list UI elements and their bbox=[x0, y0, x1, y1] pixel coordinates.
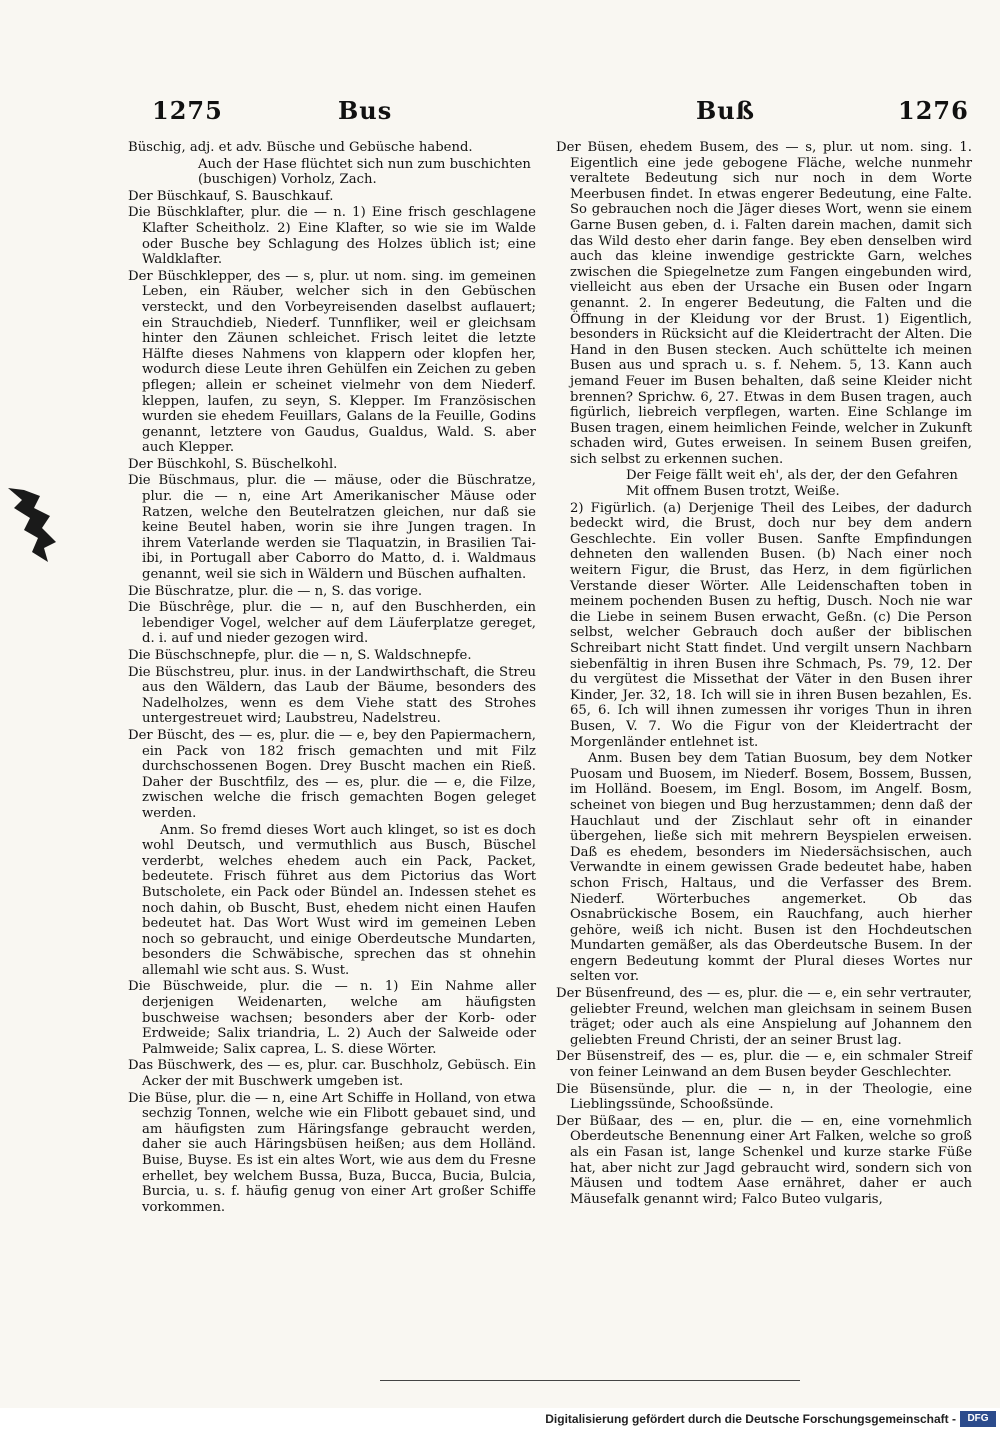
right-column bbox=[556, 140, 972, 1208]
dictionary-entry: Der Feige fällt weit eh', als der, der den Gefahren Mit offnem Busen trotzt, Weiße. bbox=[626, 468, 958, 500]
dictionary-entry: Die Büschmaus, plur. die — mäuse, oder die Büschratze, plur. die — n, eine Art Amerikanischer Mäuse oder Ratzen, welche den Beutelratzen gleichen, nur daß sie keine Beutel haben, worin sie ihre Jungen tragen. In ihrem Vaterlande werden sie Tlaquatzin, in Brasilien Tai-ibi, in Portugall aber Caborro do Matto, d. i. Waldmaus genannt, weil sie sich in Wäldern und Büschen aufhalten. bbox=[128, 473, 536, 583]
dictionary-entry: Die Büschweide, plur. die — n. 1) Ein Nahme aller derjenigen Weidenarten, welche am häufigsten buschweise wachsen; besonders aber der Korb- oder Erdweide; Salix triandria, L. 2) Auch der Salweide oder Palmweide; Salix caprea, L. S. diese Wörter. bbox=[128, 979, 536, 1057]
dictionary-entry: Der Büschkauf, S. Bauschkauf. bbox=[128, 188, 334, 204]
dictionary-entry: Der Büschklepper, des — s, plur. ut nom. sing. im gemeinen Leben, ein Räuber, welcher sich in den Gebüschen versteckt, und den Vorbeyreisenden daselbst auflauert; ein Strauchdieb, Niederf. Tunnfliker, weil er gleichsam hinter den Zäunen schleichet. Frisch leitet die letzte Hälfte dieses Nahmens von klappern oder klopfen her, wodurch diese Leute ihren Gehülfen ein Zeichen zu geben pflegen; allein er scheinet vielmehr von dem Niederf. kleppen, laufen, zu seyn, S. Klepper. Im Französischen wurden sie ehedem Feuillars, Galans de la Feuille, Godins genannt, letztere von Gaudus, Gualdus, Wald. S. aber auch Klepper. bbox=[128, 268, 536, 456]
dictionary-entry: Auch der Hase flüchtet sich nun zum buschichten (buschigen) Vorholz, Zach. bbox=[198, 156, 531, 188]
dictionary-entry: Die Büse, plur. die — n, eine Art Schiffe in Holland, von etwa sechzig Tonnen, welche wie ein Flibott gebauet sind, und am häufigsten zum Häringsfange gebraucht werden, daher sie auch Häringsbüsen heißen; aus dem Holländ. Buise, Buyse. Es ist ein altes Wort, wie aus dem du Fresne erhellet, bey welchem Bussa, Buza, Bucca, Bucia, Bulcia, Burcia, u. s. f. häufig genug von einer Art großer Schiffe vorkommen. bbox=[128, 1090, 536, 1215]
dfg-logo: DFG bbox=[960, 1411, 996, 1427]
dictionary-entry: Die Büschstreu, plur. inus. in der Landwirthschaft, die Streu aus den Wäldern, das Laub der Bäume, besonders des Nadelholzes, wenn es dem Viehe statt des Strohes untergestreuet wird; Laubstreu, Nadelstreu. bbox=[128, 664, 536, 727]
running-head-right: Buß bbox=[696, 96, 755, 125]
dictionary-entry: Der Büsen, ehedem Busem, des — s, plur. ut nom. sing. 1. Eigentlich eine jede gebogene Fläche, welche nunmehr veraltete Bedeutung sich nur noch in dem Worte Meerbusen findet. In etwas engerer Bedeutung, eine Falte. So gebrauchen noch die Jäger dieses Wort, wenn sie einem Garne Busen geben, d. i. Falten darein machen, damit sich das Wild desto eher darin fange. Bey eben denselben wird auch das kleine inwendige gestrickte Garn, welches zwischen die Spiegelnetze zum Fangen eingebunden wird, vielleicht aus eben der Ursache ein Busen oder Ingarn genannt. 2. In engerer Bedeutung, die Falten und die Öffnung in der Kleidung vor der Brust. 1) Eigentlich, besonders in Rücksicht auf die Kleidertracht der Alten. Die Hand in den Busen stecken. Auch schüttelte ich meinen Busen aus und sprach u. s. f. Nehem. 5, 13. Kann auch jemand Feuer im Busen behalten, daß seine Kleider nicht brennen? Sprichw. 6, 27. Etwas in dem Busen tragen, auch figürlich, liebreich verpflegen, warten. Eine Schlange im Busen tragen, einem heimlichen Feinde, welcher in Zukunft schaden wird, Gutes erweisen. In seinem Busen greifen, sich selbst zu erkennen suchen. bbox=[556, 140, 972, 467]
dictionary-entry: Der Büsenfreund, des — es, plur. die — e, ein sehr vertrauter, geliebter Freund, welchen man gleichsam in seinem Busen träget; oder auch als eine Anspielung auf Johannem den geliebten Freund Christi, der an seiner Brust lag. bbox=[556, 986, 972, 1048]
dictionary-entry: Die Büsensünde, plur. die — n, in der Theologie, eine Lieblingssünde, Schooßsünde. bbox=[556, 1081, 972, 1113]
dictionary-entry: Die Büschklafter, plur. die — n. 1) Eine frisch geschlagene Klafter Scheitholz. 2) Eine Klafter, so wie sie im Walde oder Busche bey Schlagung des Holzes üblich ist; eine Waldklafter. bbox=[128, 205, 536, 268]
dictionary-entry: Büschig, adj. et adv. Büsche und Gebüsche habend. bbox=[128, 140, 473, 155]
funding-credit: Digitalisierung gefördert durch die Deutsche Forschungsgemeinschaft - bbox=[545, 1412, 956, 1426]
dictionary-entry: 2) Figürlich. (a) Derjenige Theil des Leibes, der dadurch bedeckt wird, die Brust, doch nur bey dem andern Geschlechte. Ein voller Busen. Sanfte Empfindungen dehneten den wallenden Busen. (b) Nach einer noch weitern Figur, die Brust, das Herz, in dem figürlichen Verstande dieser Wörter. Alle Leidenschaften toben in meinem pochenden Busen zu heftig, Dusch. Noch nie war die Liebe in seinem Busen erwacht, Geßn. (c) Die Person selbst, welcher Gebrauch doch außer der biblischen Schreibart nicht Statt findet. Und vergilt unsern Nachbarn siebenfältig in ihren Busen ihre Schmach, Ps. 79, 12. Der du vergütest die Missethat der Väter in den Busen ihrer Kinder, Jer. 32, 18. Ich will sie in ihren Busen bezahlen, Es. 65, 6. Ich will ihnen zumessen ihr voriges Thun in ihren Busen, V. 7. Wo die Figur von der Kleidertracht der Morgenländer entlehnet ist. bbox=[570, 500, 972, 750]
dictionary-entry: Die Büschrêge, plur. die — n, auf den Buschherden, ein lebendiger Vogel, welcher auf dem Läuferplatze gereget, d. i. auf und nieder gezogen wird. bbox=[128, 600, 536, 647]
running-head-left: Bus bbox=[338, 96, 393, 125]
page-number-left: 1275 bbox=[152, 96, 223, 125]
dictionary-entry: Der Büßaar, des — en, plur. die — en, eine vornehmlich Oberdeutsche Benennung einer Art Falken, welche so groß als ein Fasan ist, lange Schenkel und kurze starke Füße hat, aber nicht zur Jagd gebraucht wird, sondern sich von Mäusen und todtem Aase ernähret, daher er auch Mäusefalk genannt wird; Falco Buteo vulgaris, bbox=[556, 1113, 972, 1207]
left-column bbox=[128, 140, 536, 1216]
ink-blot-mark bbox=[4, 478, 64, 568]
dictionary-entry: Anm. Busen bey dem Tatian Buosum, bey dem Notker Puosam und Buosem, im Niederf. Bosem, Bossem, Bussen, im Holländ. Boesem, im Engl. Bosom, im Angelf. Bosm, scheinet von biegen und Bug herzustammen; denn daß der Hauchlaut und der Zischlaut sehr oft in einander übergehen, ließe sich mit mehrern Beyspielen erweisen. Daß es ehedem, besonders im Niedersächsischen, auch Verwandte in einem gewissen Grade bedeutet habe, haben schon Frisch, Haltaus, und die Verfasser des Brem. Niederf. Wörterbuches angemerket. Ob das Osnabrückische Bosem, ein Rauchfang, auch hierher gehöre, weiß ich nicht. Busen ist den Hochdeutschen Mundarten gemäßer, als das Oberdeutsche Busem. In der engern Bedeutung kommt der Plural dieses Wortes nur selten vor. bbox=[570, 751, 972, 985]
bottom-rule bbox=[380, 1380, 800, 1381]
dictionary-entry: Die Büschratze, plur. die — n, S. das vorige. bbox=[128, 583, 423, 599]
dictionary-entry: Anm. So fremd dieses Wort auch klinget, so ist es doch wohl Deutsch, und vermuthlich aus Busch, Büschel verderbt, welches ehedem auch ein Pack, Packet, bedeutete. Frisch führet aus dem Pictorius das Wort Butscholete, ein Pack oder Bündel an. Indessen stehet es noch dahin, ob Buscht, Bust, ehedem nicht einen Haufen bedeutet hat. Das Wort Wust wird im gemeinen Leben noch so gebraucht, und einige Oberdeutsche Mundarten, besonders die Schwäbische, sprechen das st ohnehin allemahl wie scht aus. S. Wust. bbox=[142, 822, 536, 978]
dictionary-entry: Der Büsenstreif, des — es, plur. die — e, ein schmaler Streif von feiner Leinwand an dem Busen beyder Geschlechter. bbox=[556, 1049, 972, 1081]
dictionary-entry: Der Büscht, des — es, plur. die — e, bey den Papiermachern, ein Pack von 182 frisch gemachten und mit Filz durchschossenen Bogen. Drey Buscht machen ein Rieß. Daher der Buschtfilz, des — es, plur. die — e, die Filze, zwischen welche die frisch gemachten Bogen geleget werden. bbox=[128, 727, 536, 821]
dictionary-entry: Der Büschkohl, S. Büschelkohl. bbox=[128, 456, 338, 472]
dictionary-entry: Die Büschschnepfe, plur. die — n, S. Waldschnepfe. bbox=[128, 648, 472, 663]
footer-bar bbox=[0, 1408, 1000, 1432]
dictionary-entry: Das Büschwerk, des — es, plur. car. Buschholz, Gebüsch. Ein Acker der mit Buschwerk umgeben ist. bbox=[128, 1058, 536, 1090]
page-number-right: 1276 bbox=[898, 96, 969, 125]
